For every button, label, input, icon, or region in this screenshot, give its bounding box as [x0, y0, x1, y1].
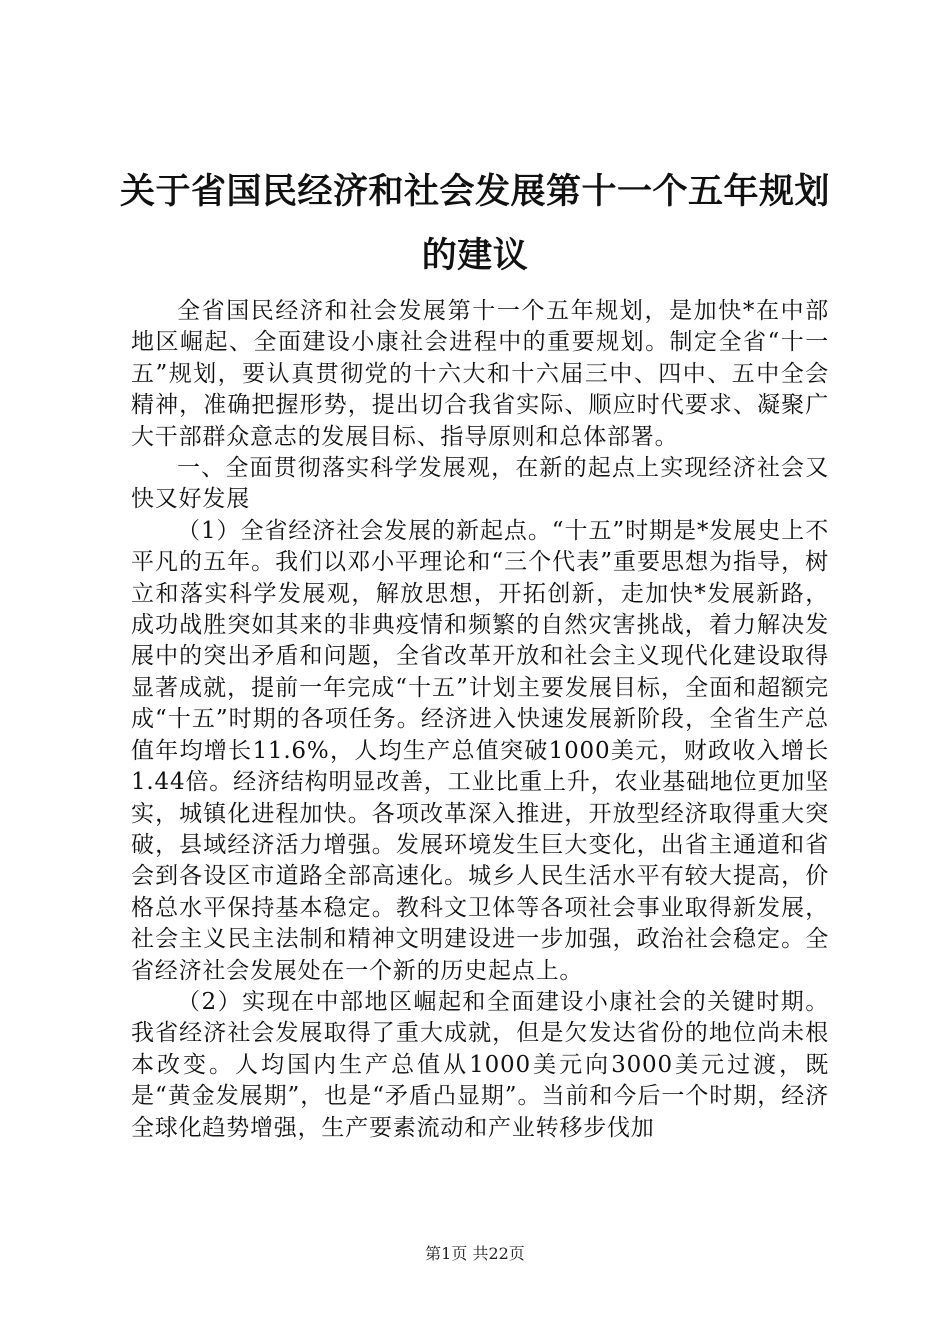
page-footer: 第1页 共22页 — [425, 1244, 525, 1263]
paragraph-intro: 全省国民经济和社会发展第十一个五年规划，是加快*在中部地区崛起、全面建设小康社会进程中的重要规划。制定全省“十一五”规划，要认真贯彻党的十六大和十六届三中、四中、五中全会精神，准确把握形势，提出切合我省实际、顺应时代要求、凝聚广大干部群众意志的发展目标、指导原则和总体部署。 — [131, 298, 829, 450]
paragraph-item-1: （1）全省经济社会发展的新起点。“十五”时期是*发展史上不平凡的五年。我们以邓小平理论和“三个代表”重要思想为指导，树立和落实科学发展观，解放思想，开拓创新，走加快*发展新路，成功战胜突如其来的非典疫情和频繁的自然灾害挑战，着力解决发展中的突出矛盾和问题，全省改革开放和社会主义现代化建设取得显著成就，提前一年完成“十五”计划主要发展目标，全面和超额完成“十五”时期的各项任务。经济进入快速发展新阶段，全省生产总值年均增长11.6%，人均生产总值突破1000美元，财政收入增长1.44倍。经济结构明显改善，工业比重上升，农业基础地位更加坚实，城镇化进程加快。各项改革深入推进，开放型经济取得重大突破，县域经济活力增强。发展环境发生巨大变化，出省主通道和省会到各设区市道路全部高速化。城乡人民生活水平有较大提高，价格总水平保持基本稳定。教科文卫体等各项社会事业取得新发展，社会主义民主法制和精神文明建设进一步加强，政治社会稳定。全省经济社会发展处在一个新的历史起点上。 — [131, 517, 829, 984]
paragraph-section-heading: 一、全面贯彻落实科学发展观，在新的起点上实现经济社会又快又好发展 — [131, 455, 829, 513]
title-line-2: 的建议 — [421, 235, 529, 276]
title-line-1: 关于省国民经济和社会发展第十一个五年规划 — [119, 171, 830, 212]
document-body — [131, 296, 829, 1144]
document-title — [110, 160, 840, 288]
paragraph-item-2: （2）实现在中部地区崛起和全面建设小康社会的关键时期。我省经济社会发展取得了重大成就，但是欠发达省份的地位尚未根本改变。人均国内生产总值从1000美元向3000美元过渡，既是“黄金发展期”，也是“矛盾凸显期”。当前和今后一个时期，经济全球化趋势增强，生产要素流动和产业转移步伐加 — [131, 988, 829, 1141]
